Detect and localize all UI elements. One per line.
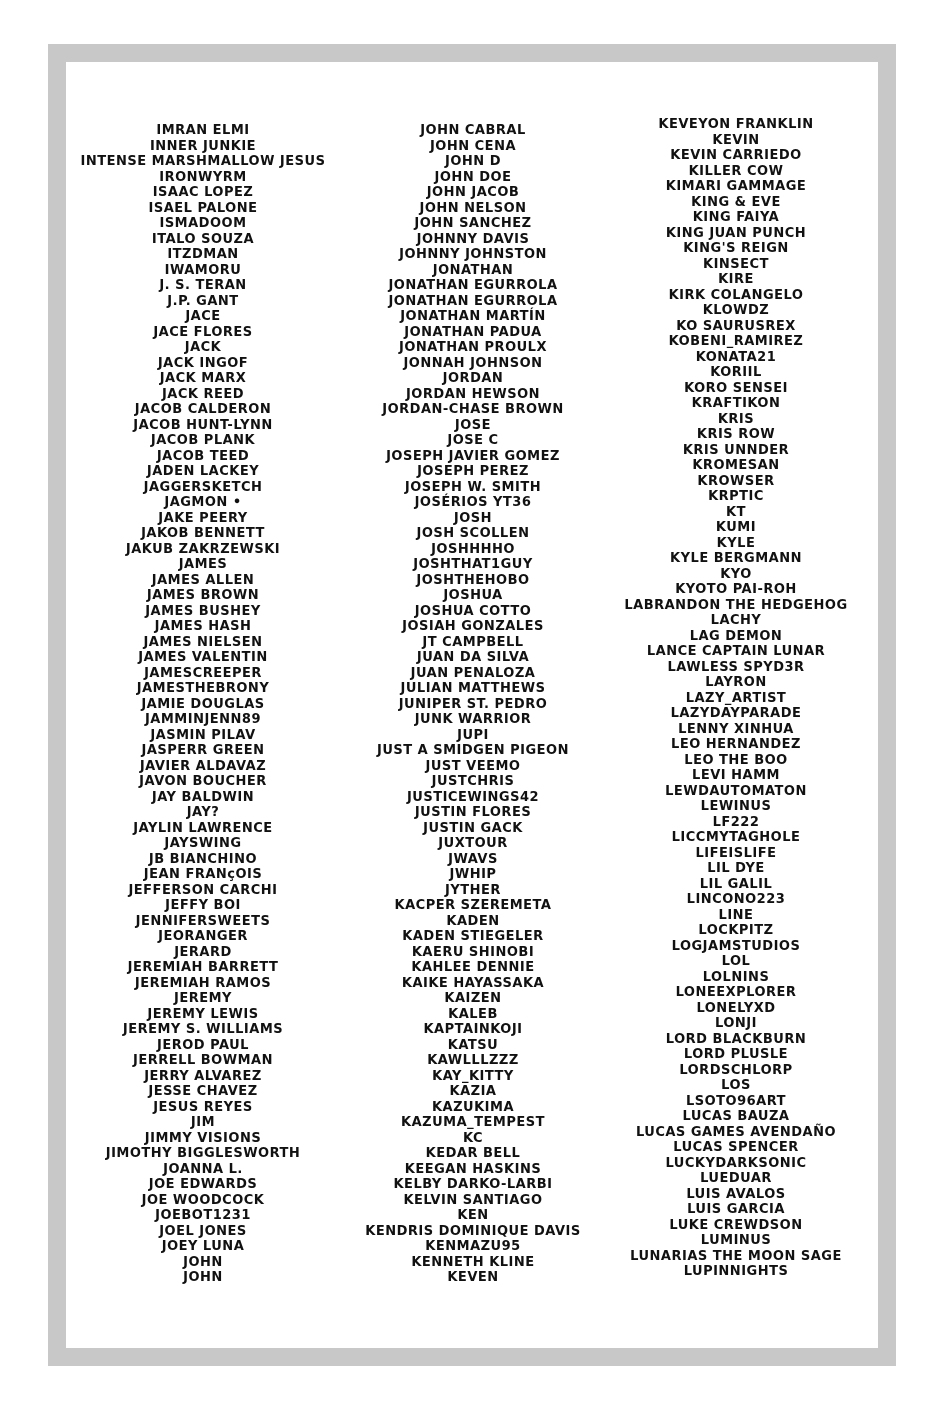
credit-name: KAY_KITTY xyxy=(432,1068,514,1084)
credit-name: LORDSCHLORP xyxy=(679,1062,793,1078)
credit-name: KO SAURUSREX xyxy=(676,318,796,334)
credit-name: KROWSER xyxy=(697,473,775,489)
credit-name: KING JUAN PUNCH xyxy=(665,225,807,241)
credit-name: KAPTAINKOJI xyxy=(423,1022,523,1037)
credit-name: JOHN CABRAL xyxy=(420,123,526,138)
credit-name: JT CAMPBELL xyxy=(422,634,524,650)
credit-name: LEO THE BOO xyxy=(684,752,788,768)
credit-name: JONATHAN EGURROLA xyxy=(388,293,558,309)
credits-column-1 xyxy=(81,123,326,1286)
credit-name: JAYLIN LAWRENCE xyxy=(133,820,273,836)
credit-name: JEORANGER xyxy=(158,929,248,944)
credit-name: JACK INGOF xyxy=(157,355,249,371)
credit-name: JOEBOT1231 xyxy=(155,1208,251,1223)
credit-name: KELVIN SANTIAGO xyxy=(403,1192,543,1208)
credit-name: JAMMINJENN89 xyxy=(144,712,262,727)
credit-name: KINSECT xyxy=(703,256,769,272)
credit-name: LEO HERNANDEZ xyxy=(671,737,801,752)
credit-name: JUSTICEWINGS42 xyxy=(406,789,540,805)
credit-name: LUIS AVALOS xyxy=(686,1186,786,1202)
credit-name: JAVON BOUCHER xyxy=(139,774,267,789)
credit-name: LEWINUS xyxy=(700,799,772,814)
credit-name: LOL xyxy=(721,954,751,969)
credit-name: LAG DEMON xyxy=(689,628,783,644)
credit-name: JOHN NELSON xyxy=(419,200,527,216)
credit-name: LOGJAMSTUDIOS xyxy=(671,938,801,954)
credit-name: KAIKE HAYASSAKA xyxy=(401,975,545,991)
credit-name: JOE WOODCOCK xyxy=(141,1192,265,1208)
credit-name: JIMMY VISIONS xyxy=(144,1130,262,1146)
credit-name: LUEDUAR xyxy=(700,1171,772,1186)
credit-name: KEVEN xyxy=(447,1270,499,1285)
credit-name: KING & EVE xyxy=(691,194,781,210)
credit-name: JEFFY BOI xyxy=(165,898,241,913)
credit-name: JOSE C xyxy=(447,433,499,448)
credit-name: INNER JUNKIE xyxy=(149,138,257,154)
credit-name: ISMADOOM xyxy=(159,216,247,231)
credit-name: JEAN FRANçOIS xyxy=(143,867,263,882)
credit-name: JOSIAH GONZALES xyxy=(402,619,544,634)
credit-name: LONJI xyxy=(715,1016,757,1031)
credit-name: KIMARI GAMMAGE xyxy=(665,179,807,194)
credit-name: JONATHAN MARTÍN xyxy=(400,309,546,324)
credit-name: LINE xyxy=(718,907,754,923)
credit-name: JAMES ALLEN xyxy=(151,572,255,588)
credit-name: JAGGERSKETCH xyxy=(143,479,263,495)
credit-name: ITALO SOUZA xyxy=(151,231,255,247)
credit-name: LENNY XINHUA xyxy=(678,721,794,737)
credit-name: JACOB CALDERON xyxy=(134,402,272,417)
credit-name: KUMI xyxy=(715,520,757,535)
credit-name: KATSU xyxy=(447,1037,499,1053)
credit-name: JACOB HUNT-LYNN xyxy=(133,417,273,433)
credit-name: JENNIFERSWEETS xyxy=(135,913,271,929)
credit-name: LONELYXD xyxy=(696,1000,776,1016)
credit-name: JERARD xyxy=(174,944,232,960)
credit-name: JUSTIN GACK xyxy=(423,820,523,836)
credit-name: JOHN DOE xyxy=(434,169,512,185)
credit-name: JEROD PAUL xyxy=(157,1037,249,1053)
credit-name: KACPER SZEREMETA xyxy=(394,898,552,913)
credit-name: JADEN LACKEY xyxy=(146,464,260,479)
credit-name: LUPINNIGHTS xyxy=(683,1264,789,1279)
credit-name: KYO xyxy=(720,566,752,582)
credit-name: KIRK COLANGELO xyxy=(668,287,804,303)
credit-name: LINCONO223 xyxy=(686,892,786,907)
credit-name: JAMES BROWN xyxy=(146,588,260,603)
credit-name: KENDRIS DOMINIQUE DAVIS xyxy=(365,1223,581,1239)
credit-name: JERRELL BOWMAN xyxy=(133,1053,273,1068)
credit-name: JOEY LUNA xyxy=(161,1239,245,1254)
credits-column-2 xyxy=(365,123,580,1286)
credit-name: J.P. GANT xyxy=(167,293,239,309)
credit-name: LOCKPITZ xyxy=(698,923,774,938)
credit-name: LSOTO96ART xyxy=(685,1093,787,1109)
credit-name: JONATHAN PADUA xyxy=(404,324,542,340)
credit-name: LEVI HAMM xyxy=(692,768,780,783)
credit-name: JOHN D xyxy=(445,154,501,169)
credit-name: JOSHHHHO xyxy=(431,541,515,557)
credit-name: JAYSWING xyxy=(164,836,242,851)
credit-name: KEVEYON FRANKLIN xyxy=(658,117,814,132)
credit-name: LABRANDON THE HEDGEHOG xyxy=(624,597,848,613)
credit-name: JACOB TEED xyxy=(156,448,250,464)
credit-name: KROMESAN xyxy=(692,458,780,473)
credit-name: JOSEPH W. SMITH xyxy=(404,479,542,495)
credit-name: JAMES VALENTIN xyxy=(138,650,268,665)
credit-name: JACOB PLANK xyxy=(150,433,256,448)
credit-name: ISAAC LOPEZ xyxy=(152,185,254,200)
credit-name: JONNAH JOHNSON xyxy=(403,355,543,371)
credit-name: JUPI xyxy=(457,727,489,743)
credit-name: JUXTOUR xyxy=(438,836,508,851)
credit-name: IWAMORU xyxy=(164,262,242,278)
credit-name: KAHLEE DENNIE xyxy=(411,960,535,975)
credit-name: JOHNNY JOHNSTON xyxy=(399,247,547,262)
credit-name: JOHNNY DAVIS xyxy=(416,231,530,247)
credit-name: JUNK WARRIOR xyxy=(414,712,532,727)
credit-name: KEVIN CARRIEDO xyxy=(670,148,802,163)
credit-name: KENMAZU95 xyxy=(425,1239,521,1254)
credit-name: KORIIL xyxy=(710,365,762,380)
credit-name: LUCKYDARKSONIC xyxy=(665,1155,807,1171)
credit-name: LIL GALIL xyxy=(699,876,773,892)
credit-name: JESUS REYES xyxy=(153,1099,253,1115)
credit-name: LOLNINS xyxy=(702,969,770,985)
credit-name: JOEL JONES xyxy=(159,1223,247,1239)
credit-name: JONATHAN PROULX xyxy=(399,340,547,355)
credit-name: LUCAS SPENCER xyxy=(673,1140,799,1155)
credit-name: LUNARIAS THE MOON SAGE xyxy=(630,1248,842,1264)
credit-name: JOHN xyxy=(183,1254,223,1270)
credit-name: JACE FLORES xyxy=(153,324,253,340)
credit-name: KELBY DARKO-LARBI xyxy=(393,1177,553,1192)
credit-name: JOSEPH PEREZ xyxy=(417,464,529,479)
credit-name: KADEN xyxy=(446,913,500,929)
credit-name: JEREMIAH BARRETT xyxy=(127,960,279,975)
credit-name: IRONWYRM xyxy=(159,169,247,185)
credit-name: IMRAN ELMI xyxy=(156,123,250,138)
credit-name: KT xyxy=(726,504,746,520)
credit-name: KEEGAN HASKINS xyxy=(404,1161,542,1177)
credit-name: KAZIA xyxy=(449,1084,497,1099)
credits-column-3 xyxy=(624,117,847,1280)
credit-name: JACE xyxy=(185,309,221,324)
credit-name: KYLE xyxy=(716,535,756,551)
credit-name: KRAFTIKON xyxy=(691,396,781,411)
credit-name: KONATA21 xyxy=(695,349,777,365)
credit-name: LAWLESS SPYD3R xyxy=(667,659,805,675)
credit-name: KOBENI_RAMIREZ xyxy=(668,334,804,349)
credit-name: JOE EDWARDS xyxy=(148,1177,258,1192)
credit-name: JULIAN MATTHEWS xyxy=(400,681,546,696)
credit-name: JOSHTHAT1GUY xyxy=(413,557,533,572)
credit-name: JUAN PENALOZA xyxy=(410,665,536,681)
credit-name: LOS xyxy=(721,1078,751,1093)
credit-name: KRPTIC xyxy=(708,489,764,504)
credit-name: LUMINUS xyxy=(700,1233,772,1248)
credit-name: JESSE CHAVEZ xyxy=(148,1084,258,1099)
credit-name: JASPERR GREEN xyxy=(141,743,265,758)
credit-name: JACK xyxy=(184,340,222,355)
credit-name: LORD BLACKBURN xyxy=(665,1031,807,1047)
credit-name: JOSHTHEHOBO xyxy=(416,572,530,588)
credit-name: LIL DYE xyxy=(707,861,765,876)
credit-name: KAERU SHINOBI xyxy=(411,944,535,960)
credit-name: JAMES BUSHEY xyxy=(145,603,261,619)
credit-name: J. S. TERAN xyxy=(159,278,247,293)
credit-name: JAY? xyxy=(186,805,220,820)
credit-name: KING FAIYA xyxy=(692,210,780,225)
credit-name: JOANNA L. xyxy=(163,1161,243,1177)
credit-name: KEDAR BELL xyxy=(425,1146,521,1161)
credit-name: JOSÉRIOS YT36 xyxy=(414,495,532,510)
credit-name: JOSE xyxy=(454,417,492,433)
credit-name: LUKE CREWDSON xyxy=(669,1217,803,1233)
credit-name: ITZDMAN xyxy=(167,247,239,262)
credit-name: JOSH xyxy=(453,510,493,526)
credit-name: JERRY ALVAREZ xyxy=(144,1068,262,1084)
credit-name: JAMESTHEBRONY xyxy=(136,681,270,696)
credit-name: KRIS UNNDER xyxy=(682,442,790,458)
credit-name: KYOTO PAI-ROH xyxy=(675,582,797,597)
credit-name: LIFEISLIFE xyxy=(695,845,777,861)
credit-name: JUST A SMIDGEN PIGEON xyxy=(377,743,569,758)
credit-name: LAZY_ARTIST xyxy=(685,690,787,706)
credit-name: JORDAN xyxy=(442,371,504,386)
credit-name: JUSTCHRIS xyxy=(431,774,515,789)
credit-name: KAZUKIMA xyxy=(431,1099,515,1115)
credit-name: LF222 xyxy=(712,814,760,830)
credit-name: KAIZEN xyxy=(444,991,502,1006)
credit-name: LORD PLUSLE xyxy=(683,1047,789,1062)
credit-name: LAZYDAYPARADE xyxy=(670,706,802,721)
credit-name: LANCE CAPTAIN LUNAR xyxy=(646,644,826,659)
credit-name: LUCAS GAMES AVENDAÑO xyxy=(635,1124,837,1140)
credit-name: JAMES HASH xyxy=(154,619,252,634)
credit-name: JEREMY xyxy=(174,991,232,1006)
credit-name: LACHY xyxy=(710,613,762,628)
credit-name: JUSTIN FLORES xyxy=(414,805,532,820)
credit-name: JUNIPER ST. PEDRO xyxy=(398,696,548,712)
credit-name: JOSHUA xyxy=(443,588,503,603)
credit-name: JOHN JACOB xyxy=(426,185,520,200)
credit-name: KC xyxy=(462,1130,484,1146)
credit-name: JAKE PEERY xyxy=(158,510,248,526)
credit-name: JOHN xyxy=(183,1270,223,1285)
credit-name: ISAEL PALONE xyxy=(148,200,258,216)
credit-name: JUST VEEMO xyxy=(425,758,521,774)
credit-name: LEWDAUTOMATON xyxy=(665,783,807,799)
credit-name: KEN xyxy=(457,1208,489,1223)
credit-name: JAY BALDWIN xyxy=(151,789,255,805)
credit-name: LAYRON xyxy=(705,675,767,690)
credit-name: JAMES NIELSEN xyxy=(143,634,263,650)
credit-name: LICCMYTAGHOLE xyxy=(671,830,801,845)
credit-name: JOSHUA COTTO xyxy=(414,603,532,619)
credit-name: JACK MARX xyxy=(159,371,247,386)
credit-name: KADEN STIEGELER xyxy=(402,929,544,944)
credit-name: JONATHAN xyxy=(432,262,514,278)
credit-name: KRIS xyxy=(717,411,755,427)
credit-name: JORDAN HEWSON xyxy=(405,386,541,402)
credit-name: LUIS GARCIA xyxy=(687,1202,785,1217)
credit-name: KING'S REIGN xyxy=(683,241,789,256)
credit-name: JAKOB BENNETT xyxy=(141,526,265,541)
credit-name: LONEEXPLORER xyxy=(675,985,797,1000)
credit-name: JB BIANCHINO xyxy=(148,851,258,867)
credit-name: KYLE BERGMANN xyxy=(670,551,802,566)
credit-name: JACK REED xyxy=(161,386,245,402)
credit-name: KORO SENSEI xyxy=(684,380,788,396)
credit-name: KALEB xyxy=(448,1006,498,1022)
credit-name: JEREMY LEWIS xyxy=(147,1006,259,1022)
credit-name: JAMESCREEPER xyxy=(144,665,262,681)
credit-name: KEVIN xyxy=(712,132,760,148)
credit-name: INTENSE MARSHMALLOW JESUS xyxy=(80,154,326,169)
credit-name: JOSEPH JAVIER GOMEZ xyxy=(386,448,560,464)
credit-name: JUAN DA SILVA xyxy=(416,650,530,665)
credit-name: KENNETH KLINE xyxy=(411,1254,535,1270)
credit-name: JWAVS xyxy=(448,851,498,867)
credit-name: KIRE xyxy=(718,272,754,287)
credit-name: KLOWDZ xyxy=(702,303,770,318)
credit-name: JWHIP xyxy=(449,867,497,882)
credit-name: KAZUMA_TEMPEST xyxy=(401,1115,545,1130)
credit-name: JIMOTHY BIGGLESWORTH xyxy=(105,1146,301,1161)
credit-name: JONATHAN EGURROLA xyxy=(388,278,558,293)
credit-name: JAVIER ALDAVAZ xyxy=(139,758,267,774)
credit-name: JASMIN PILAV xyxy=(150,727,256,743)
credit-name: JAMIE DOUGLAS xyxy=(141,696,265,712)
credit-name: JOHN CENA xyxy=(429,138,517,154)
credit-name: JAKUB ZAKRZEWSKI xyxy=(125,541,281,557)
credit-name: JEREMIAH RAMOS xyxy=(134,975,272,991)
credit-name: KRIS ROW xyxy=(696,427,776,442)
credit-name: JOHN SANCHEZ xyxy=(414,216,532,231)
credit-name: KAWLLLZZZ xyxy=(427,1053,519,1068)
credit-name: JEFFERSON CARCHI xyxy=(128,882,278,898)
credit-name: KILLER COW xyxy=(688,163,784,179)
credit-name: JAMES xyxy=(178,557,228,572)
credit-name: JAGMON • xyxy=(164,495,242,510)
credit-name: JEREMY S. WILLIAMS xyxy=(122,1022,284,1037)
credit-name: JORDAN-CHASE BROWN xyxy=(382,402,564,417)
credit-name: LUCAS BAUZA xyxy=(682,1109,790,1124)
credit-name: JOSH SCOLLEN xyxy=(416,526,530,541)
credit-name: JYTHER xyxy=(445,882,501,898)
credit-name: JIM xyxy=(190,1115,216,1130)
